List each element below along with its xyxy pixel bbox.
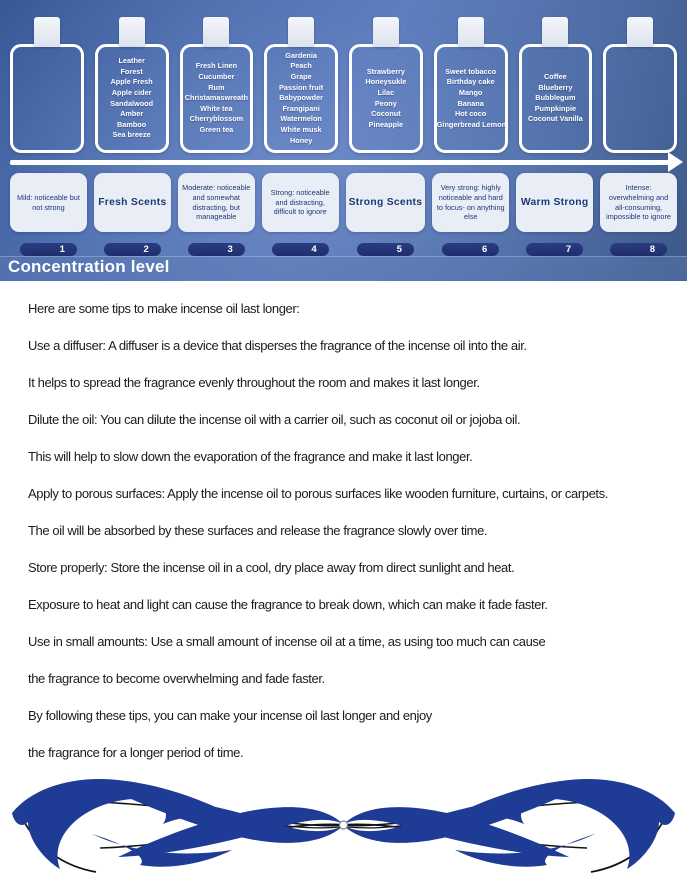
scent-list: [352, 67, 420, 131]
tip-line: Exposure to heat and light can cause the fragrance to break down, which can make it fade faster.: [28, 597, 548, 612]
level-number-badge: 4: [272, 243, 329, 256]
scent-list: [183, 61, 251, 135]
concentration-level: [432, 173, 509, 256]
scent-bottle: [349, 17, 423, 153]
scent-item: Bubblegum: [535, 93, 576, 103]
scent-item: Green tea: [199, 124, 234, 134]
scent-item: Coconut: [371, 109, 401, 119]
scent-bottle: [603, 17, 677, 153]
bottle-cap-icon: [542, 17, 568, 47]
tips-text: [0, 281, 687, 782]
tip-line: The oil will be absorbed by these surfaces and release the fragrance slowly over time.: [28, 523, 488, 538]
tip-line: Dilute the oil: You can dilute the incense oil with a carrier oil, such as coconut oil or jojoba oil.: [28, 412, 521, 427]
scent-list: [522, 72, 590, 125]
scent-item: Sweet tobacco: [445, 66, 497, 76]
bottle-body: [10, 44, 84, 153]
level-description-card: Moderate: noticeable and somewhat distracting, but manageable: [178, 173, 255, 232]
concentration-level: [94, 173, 171, 256]
scent-item: Sandalwood: [110, 98, 154, 108]
scent-list: [98, 56, 166, 141]
scent-infographic: [0, 0, 687, 281]
scale-arrow-line: [10, 160, 669, 165]
scent-item: Frangipani: [282, 103, 320, 113]
tip-line: By following these tips, you can make your incense oil last longer and enjoy: [28, 708, 432, 723]
scent-item: Birthday cake: [446, 77, 495, 87]
scent-item: Honey: [289, 135, 313, 145]
scent-item: Peach: [290, 61, 312, 71]
scent-item: Mango: [458, 87, 483, 97]
scent-bottle: [434, 17, 508, 153]
scent-item: Forest: [120, 66, 143, 76]
bottle-cap-icon: [627, 17, 653, 47]
level-number-badge: 2: [104, 243, 161, 256]
level-number-badge: 1: [20, 243, 77, 256]
level-description-card: Warm Strong: [516, 173, 593, 232]
tip-line: Apply to porous surfaces: Apply the incense oil to porous surfaces like wooden furniture, curtains, or carpets.: [28, 486, 608, 501]
scent-item: White tea: [200, 103, 233, 113]
concentration-level: [346, 173, 426, 256]
scent-item: Blueberry: [538, 82, 573, 92]
bottle-body: [180, 44, 254, 153]
scent-item: Gingerbread Lemon: [436, 119, 507, 129]
tip-line: This will help to slow down the evaporation of the fragrance and make it last longer.: [28, 449, 473, 464]
scent-item: Honeysukle: [365, 77, 407, 87]
scent-item: Coffee: [544, 72, 567, 82]
bottle-body: [603, 44, 677, 153]
concentration-level: [262, 173, 339, 256]
scent-item: Leather: [118, 56, 145, 66]
scent-item: Apple cider: [111, 87, 152, 97]
scent-item: Rum: [208, 82, 225, 92]
level-description-card: Very strong: highly noticeable and hard to focus- on anything else: [432, 173, 509, 232]
scent-bottles-row: [10, 17, 677, 153]
level-number-badge: 7: [526, 243, 583, 256]
bottle-cap-icon: [119, 17, 145, 47]
bottle-body: [434, 44, 508, 153]
tip-line: Use a diffuser: A diffuser is a device that disperses the fragrance of the incense oil into the air.: [28, 338, 527, 353]
concentration-level: [178, 173, 255, 256]
scent-item: Apple Fresh: [110, 77, 153, 87]
arrow-head-icon: [668, 152, 683, 172]
scent-item: Peony: [374, 98, 397, 108]
scent-item: Bamboo: [117, 119, 147, 129]
tribal-ornament: [0, 772, 687, 876]
scent-item: Babypowder: [279, 93, 324, 103]
tip-line: the fragrance for a longer period of time.: [28, 745, 244, 760]
concentration-level-caption: Concentration level: [8, 257, 170, 276]
bottle-cap-icon: [373, 17, 399, 47]
bottle-cap-icon: [288, 17, 314, 47]
tip-line: the fragrance to become overwhelming and fade faster.: [28, 671, 325, 686]
tip-line: Use in small amounts: Use a small amount of incense oil at a time, as using too much can cause: [28, 634, 546, 649]
tip-line: Here are some tips to make incense oil last longer:: [28, 301, 300, 316]
scent-item: Coconut Vanilla: [528, 114, 583, 124]
bottle-body: [264, 44, 338, 153]
scent-bottle: [95, 17, 169, 153]
concentration-level: [516, 173, 593, 256]
scent-item: Fresh Linen: [195, 61, 238, 71]
level-number-badge: 6: [442, 243, 499, 256]
scent-list: [437, 67, 505, 131]
tip-line: Store properly: Store the incense oil in a cool, dry place away from direct sunlight and heat.: [28, 560, 515, 575]
scent-bottle: [180, 17, 254, 153]
level-description-card: Strong Scents: [346, 173, 426, 232]
bottle-body: [95, 44, 169, 153]
scent-item: Pumpkinpie: [534, 103, 577, 113]
scent-item: Sea breeze: [112, 130, 151, 140]
scent-item: Cherryblossom: [189, 114, 244, 124]
scent-item: Pineapple: [368, 119, 404, 129]
scent-item: Passion fruit: [279, 82, 324, 92]
scent-item: White musk: [280, 124, 322, 134]
tip-line: It helps to spread the fragrance evenly throughout the room and makes it last longer.: [28, 375, 480, 390]
level-description-card: Fresh Scents: [94, 173, 171, 232]
concentration-levels-row: [10, 173, 677, 256]
scent-item: Banana: [457, 98, 484, 108]
scent-item: Strawberry: [366, 66, 405, 76]
scent-bottle: [264, 17, 338, 153]
scent-bottle: [519, 17, 593, 153]
scent-item: Watermelon: [280, 114, 322, 124]
level-number-badge: 5: [357, 243, 414, 256]
level-description-card: Intense: overwhelming and all-consuming, impossible to ignore: [600, 173, 677, 232]
bottle-body: [349, 44, 423, 153]
scent-item: Christamaswreath: [184, 93, 248, 103]
level-description-card: Mild: noticeable but not strong: [10, 173, 87, 232]
bottle-cap-icon: [34, 17, 60, 47]
scent-item: Gardenia: [285, 50, 317, 60]
scent-item: Cucumber: [198, 72, 235, 82]
concentration-level: [600, 173, 677, 256]
concentration-level: [10, 173, 87, 256]
scent-item: Amber: [120, 109, 144, 119]
scent-bottle: [10, 17, 84, 153]
scent-item: Grape: [290, 72, 312, 82]
bottle-cap-icon: [203, 17, 229, 47]
scent-item: Lilac: [377, 87, 395, 97]
level-description-card: Strong: noticeable and distracting, difficult to ignore: [262, 173, 339, 232]
bottle-cap-icon: [458, 17, 484, 47]
scent-item: Hot coco: [455, 109, 487, 119]
ornament-center-dot: [340, 821, 348, 829]
level-number-badge: 8: [610, 243, 667, 256]
bottle-body: [519, 44, 593, 153]
level-number-badge: 3: [188, 243, 245, 256]
scent-list: [267, 51, 335, 146]
